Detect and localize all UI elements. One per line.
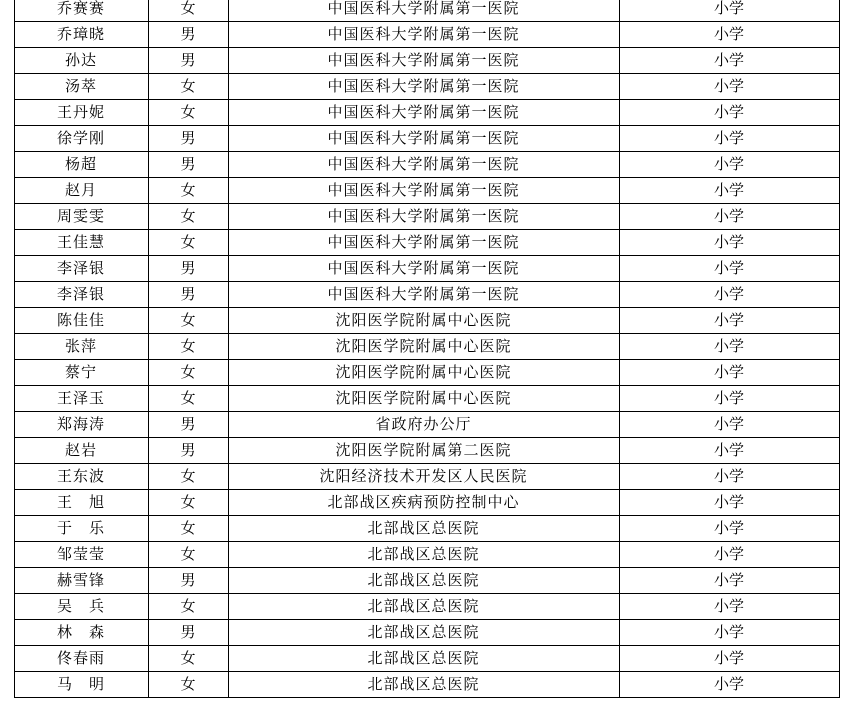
level-cell[interactable]: 小学 xyxy=(619,412,839,438)
table-row xyxy=(0,516,847,542)
row-margin-cell[interactable] xyxy=(0,152,14,178)
row-edge-cell[interactable] xyxy=(839,204,847,230)
name-cell[interactable]: 赵岩 xyxy=(14,438,148,464)
table-row xyxy=(0,22,847,48)
unit-cell[interactable]: 北部战区疾病预防控制中心 xyxy=(228,490,619,516)
unit-cell[interactable]: 北部战区总医院 xyxy=(228,594,619,620)
name-cell[interactable]: 王佳慧 xyxy=(14,230,148,256)
name-cell[interactable]: 汤萃 xyxy=(14,74,148,100)
name-cell[interactable]: 王丹妮 xyxy=(14,100,148,126)
level-cell[interactable]: 小学 xyxy=(619,204,839,230)
row-edge-cell[interactable] xyxy=(839,620,847,646)
name-cell[interactable]: 杨超 xyxy=(14,152,148,178)
row-margin-cell[interactable] xyxy=(0,672,14,698)
name-cell[interactable]: 吴 兵 xyxy=(14,594,148,620)
name-cell[interactable]: 周雯雯 xyxy=(14,204,148,230)
row-margin-cell[interactable] xyxy=(0,542,14,568)
row-edge-cell[interactable] xyxy=(839,412,847,438)
gender-cell[interactable]: 女 xyxy=(148,308,228,334)
unit-cell[interactable]: 省政府办公厅 xyxy=(228,412,619,438)
gender-cell[interactable]: 男 xyxy=(148,620,228,646)
level-cell[interactable]: 小学 xyxy=(619,464,839,490)
row-edge-cell[interactable] xyxy=(839,516,847,542)
table-row xyxy=(0,360,847,386)
level-cell[interactable]: 小学 xyxy=(619,282,839,308)
gender-cell[interactable]: 女 xyxy=(148,464,228,490)
row-edge-cell[interactable] xyxy=(839,308,847,334)
row-margin-cell[interactable] xyxy=(0,100,14,126)
gender-cell[interactable]: 女 xyxy=(148,0,228,22)
gender-cell[interactable]: 男 xyxy=(148,22,228,48)
gender-cell[interactable]: 男 xyxy=(148,256,228,282)
row-margin-cell[interactable] xyxy=(0,490,14,516)
level-cell[interactable]: 小学 xyxy=(619,490,839,516)
row-margin-cell[interactable] xyxy=(0,204,14,230)
name-cell[interactable]: 马 明 xyxy=(14,672,148,698)
table-row xyxy=(0,126,847,152)
unit-cell[interactable]: 沈阳医学院附属中心医院 xyxy=(228,386,619,412)
gender-cell[interactable]: 女 xyxy=(148,230,228,256)
row-edge-cell[interactable] xyxy=(839,360,847,386)
row-margin-cell[interactable] xyxy=(0,360,14,386)
level-cell[interactable]: 小学 xyxy=(619,646,839,672)
unit-cell[interactable]: 北部战区总医院 xyxy=(228,542,619,568)
table-row xyxy=(0,0,847,22)
table-row xyxy=(0,204,847,230)
row-edge-cell[interactable] xyxy=(839,594,847,620)
table-row xyxy=(0,152,847,178)
row-margin-cell[interactable] xyxy=(0,22,14,48)
row-edge-cell[interactable] xyxy=(839,464,847,490)
row-margin-cell[interactable] xyxy=(0,334,14,360)
level-cell[interactable]: 小学 xyxy=(619,308,839,334)
level-cell[interactable]: 小学 xyxy=(619,542,839,568)
table-row xyxy=(0,568,847,594)
unit-cell[interactable]: 北部战区总医院 xyxy=(228,646,619,672)
unit-cell[interactable]: 北部战区总医院 xyxy=(228,620,619,646)
table-row xyxy=(0,672,847,698)
level-cell[interactable]: 小学 xyxy=(619,672,839,698)
unit-cell[interactable]: 沈阳医学院附属第二医院 xyxy=(228,438,619,464)
table-row xyxy=(0,490,847,516)
gender-cell[interactable]: 男 xyxy=(148,568,228,594)
level-cell[interactable]: 小学 xyxy=(619,152,839,178)
gender-cell[interactable]: 女 xyxy=(148,542,228,568)
table-row xyxy=(0,438,847,464)
gender-cell[interactable]: 女 xyxy=(148,646,228,672)
gender-cell[interactable]: 男 xyxy=(148,412,228,438)
unit-cell[interactable]: 中国医科大学附属第一医院 xyxy=(228,100,619,126)
unit-cell[interactable]: 中国医科大学附属第一医院 xyxy=(228,204,619,230)
name-cell[interactable]: 王东波 xyxy=(14,464,148,490)
unit-cell[interactable]: 中国医科大学附属第一医院 xyxy=(228,230,619,256)
level-cell[interactable]: 小学 xyxy=(619,594,839,620)
row-margin-cell[interactable] xyxy=(0,126,14,152)
row-margin-cell[interactable] xyxy=(0,412,14,438)
level-cell[interactable]: 小学 xyxy=(619,126,839,152)
name-cell[interactable]: 王 旭 xyxy=(14,490,148,516)
gender-cell[interactable]: 女 xyxy=(148,672,228,698)
row-margin-cell[interactable] xyxy=(0,0,14,22)
row-edge-cell[interactable] xyxy=(839,74,847,100)
table-row xyxy=(0,48,847,74)
unit-cell[interactable]: 沈阳医学院附属中心医院 xyxy=(228,308,619,334)
row-edge-cell[interactable] xyxy=(839,230,847,256)
name-cell[interactable]: 陈佳佳 xyxy=(14,308,148,334)
row-margin-cell[interactable] xyxy=(0,386,14,412)
row-edge-cell[interactable] xyxy=(839,386,847,412)
row-margin-cell[interactable] xyxy=(0,256,14,282)
unit-cell[interactable]: 中国医科大学附属第一医院 xyxy=(228,0,619,22)
unit-cell[interactable]: 中国医科大学附属第一医院 xyxy=(228,152,619,178)
table-row xyxy=(0,334,847,360)
gender-cell[interactable]: 女 xyxy=(148,360,228,386)
name-cell[interactable]: 邹莹莹 xyxy=(14,542,148,568)
table-row xyxy=(0,594,847,620)
row-edge-cell[interactable] xyxy=(839,334,847,360)
table-row xyxy=(0,282,847,308)
row-edge-cell[interactable] xyxy=(839,438,847,464)
row-margin-cell[interactable] xyxy=(0,464,14,490)
table-row xyxy=(0,256,847,282)
row-margin-cell[interactable] xyxy=(0,230,14,256)
gender-cell[interactable]: 男 xyxy=(148,438,228,464)
level-cell[interactable]: 小学 xyxy=(619,620,839,646)
table-row xyxy=(0,230,847,256)
row-edge-cell[interactable] xyxy=(839,256,847,282)
name-cell[interactable]: 李泽银 xyxy=(14,256,148,282)
unit-cell[interactable]: 中国医科大学附属第一医院 xyxy=(228,22,619,48)
table-row xyxy=(0,178,847,204)
row-edge-cell[interactable] xyxy=(839,126,847,152)
row-margin-cell[interactable] xyxy=(0,568,14,594)
unit-cell[interactable]: 北部战区总医院 xyxy=(228,568,619,594)
gender-cell[interactable]: 男 xyxy=(148,282,228,308)
row-margin-cell[interactable] xyxy=(0,594,14,620)
level-cell[interactable]: 小学 xyxy=(619,438,839,464)
level-cell[interactable]: 小学 xyxy=(619,74,839,100)
row-edge-cell[interactable] xyxy=(839,152,847,178)
unit-cell[interactable]: 中国医科大学附属第一医院 xyxy=(228,178,619,204)
level-cell[interactable]: 小学 xyxy=(619,386,839,412)
row-edge-cell[interactable] xyxy=(839,646,847,672)
level-cell[interactable]: 小学 xyxy=(619,230,839,256)
table-row xyxy=(0,100,847,126)
name-cell[interactable]: 赫雪锋 xyxy=(14,568,148,594)
level-cell[interactable]: 小学 xyxy=(619,0,839,22)
level-cell[interactable]: 小学 xyxy=(619,568,839,594)
name-cell[interactable]: 孙达 xyxy=(14,48,148,74)
gender-cell[interactable]: 女 xyxy=(148,490,228,516)
gender-cell[interactable]: 女 xyxy=(148,334,228,360)
gender-cell[interactable]: 女 xyxy=(148,100,228,126)
row-edge-cell[interactable] xyxy=(839,490,847,516)
table-row xyxy=(0,464,847,490)
unit-cell[interactable]: 中国医科大学附属第一医院 xyxy=(228,74,619,100)
gender-cell[interactable]: 女 xyxy=(148,74,228,100)
unit-cell[interactable]: 中国医科大学附属第一医院 xyxy=(228,48,619,74)
table-row xyxy=(0,308,847,334)
name-cell[interactable]: 佟春雨 xyxy=(14,646,148,672)
level-cell[interactable]: 小学 xyxy=(619,334,839,360)
table-row xyxy=(0,646,847,672)
level-cell[interactable]: 小学 xyxy=(619,360,839,386)
unit-cell[interactable]: 北部战区总医院 xyxy=(228,516,619,542)
name-cell[interactable]: 张萍 xyxy=(14,334,148,360)
name-cell[interactable]: 王泽玉 xyxy=(14,386,148,412)
table-row xyxy=(0,74,847,100)
row-margin-cell[interactable] xyxy=(0,646,14,672)
level-cell[interactable]: 小学 xyxy=(619,178,839,204)
gender-cell[interactable]: 女 xyxy=(148,178,228,204)
row-margin-cell[interactable] xyxy=(0,48,14,74)
row-edge-cell[interactable] xyxy=(839,282,847,308)
name-cell[interactable]: 乔璋晓 xyxy=(14,22,148,48)
level-cell[interactable]: 小学 xyxy=(619,256,839,282)
row-edge-cell[interactable] xyxy=(839,22,847,48)
name-cell[interactable]: 林 森 xyxy=(14,620,148,646)
row-edge-cell[interactable] xyxy=(839,178,847,204)
gender-cell[interactable]: 女 xyxy=(148,516,228,542)
unit-cell[interactable]: 中国医科大学附属第一医院 xyxy=(228,282,619,308)
row-margin-cell[interactable] xyxy=(0,74,14,100)
row-edge-cell[interactable] xyxy=(839,0,847,22)
table-row xyxy=(0,620,847,646)
level-cell[interactable]: 小学 xyxy=(619,100,839,126)
level-cell[interactable]: 小学 xyxy=(619,48,839,74)
unit-cell[interactable]: 中国医科大学附属第一医院 xyxy=(228,256,619,282)
name-cell[interactable]: 于 乐 xyxy=(14,516,148,542)
unit-cell[interactable]: 沈阳医学院附属中心医院 xyxy=(228,360,619,386)
name-cell[interactable]: 赵月 xyxy=(14,178,148,204)
table-row xyxy=(0,542,847,568)
table-row xyxy=(0,386,847,412)
row-margin-cell[interactable] xyxy=(0,516,14,542)
name-cell[interactable]: 乔赛赛 xyxy=(14,0,148,22)
row-margin-cell[interactable] xyxy=(0,178,14,204)
gender-cell[interactable]: 男 xyxy=(148,48,228,74)
name-cell[interactable]: 蔡宁 xyxy=(14,360,148,386)
unit-cell[interactable]: 中国医科大学附属第一医院 xyxy=(228,126,619,152)
gender-cell[interactable]: 女 xyxy=(148,594,228,620)
row-margin-cell[interactable] xyxy=(0,620,14,646)
row-margin-cell[interactable] xyxy=(0,308,14,334)
level-cell[interactable]: 小学 xyxy=(619,22,839,48)
name-cell[interactable]: 李泽银 xyxy=(14,282,148,308)
row-edge-cell[interactable] xyxy=(839,48,847,74)
unit-cell[interactable]: 北部战区总医院 xyxy=(228,672,619,698)
gender-cell[interactable]: 女 xyxy=(148,386,228,412)
gender-cell[interactable]: 男 xyxy=(148,152,228,178)
row-edge-cell[interactable] xyxy=(839,100,847,126)
unit-cell[interactable]: 沈阳经济技术开发区人民医院 xyxy=(228,464,619,490)
row-margin-cell[interactable] xyxy=(0,282,14,308)
row-edge-cell[interactable] xyxy=(839,542,847,568)
row-edge-cell[interactable] xyxy=(839,568,847,594)
name-cell[interactable]: 郑海涛 xyxy=(14,412,148,438)
name-cell[interactable]: 徐学刚 xyxy=(14,126,148,152)
row-margin-cell[interactable] xyxy=(0,438,14,464)
gender-cell[interactable]: 女 xyxy=(148,204,228,230)
level-cell[interactable]: 小学 xyxy=(619,516,839,542)
row-edge-cell[interactable] xyxy=(839,672,847,698)
unit-cell[interactable]: 沈阳医学院附属中心医院 xyxy=(228,334,619,360)
gender-cell[interactable]: 男 xyxy=(148,126,228,152)
table-row xyxy=(0,412,847,438)
